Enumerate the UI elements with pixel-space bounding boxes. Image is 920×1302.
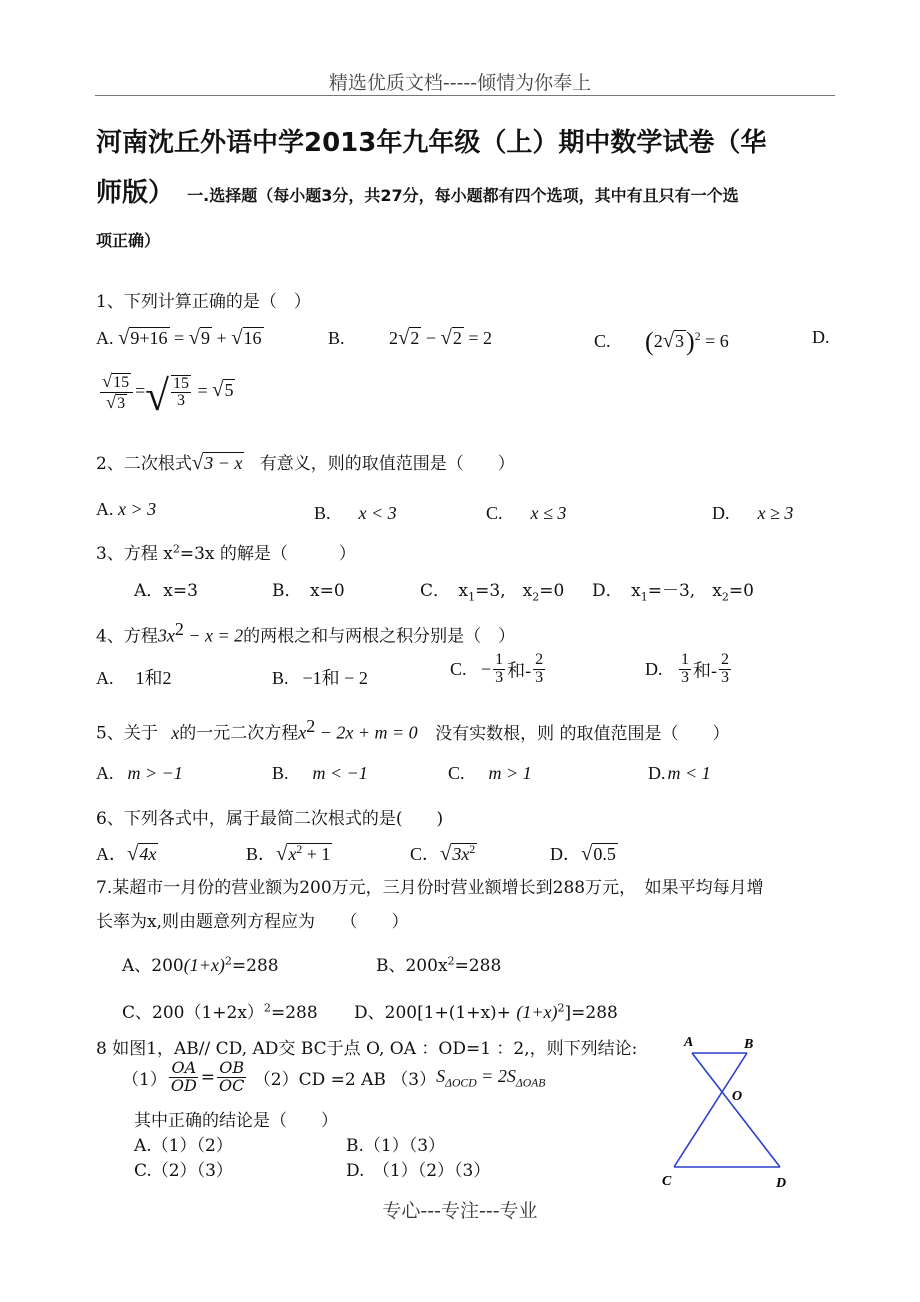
- q5-option-a: A. m > −1: [96, 763, 183, 783]
- point-label-b: B: [744, 1037, 754, 1052]
- q2-option-b: B. x < 3: [314, 503, 397, 523]
- figure-1-diagram: [650, 1030, 800, 1190]
- q3-option-d: D． $x_1=-3$, $x_2=0$: [592, 581, 754, 604]
- sqrt: $√x^2 + 1$: [276, 843, 331, 865]
- sqrt: √3 − x: [191, 452, 243, 474]
- q6-stem: 6、下列各式中，属于最简二次根式的是( ): [96, 809, 444, 829]
- q4-option-a: A. 1和2: [96, 668, 172, 688]
- q2-option-a: A. x > 3: [96, 499, 157, 519]
- q4-stem: 4、方程$3x^2 - x = 2$的两根之和与两根之积分别是（ ）: [96, 619, 516, 647]
- q5-stem: 5、关于 x的一元二次方程$x^2 - 2x + m = 0$ 没有实数根，则 的取值范围是（ ）: [96, 716, 730, 744]
- q5-option-c: C. m > 1: [448, 763, 532, 783]
- q1-option-d: $\frac{√15}{√3}$ =√ $\frac{15}{3}$ = √5: [102, 371, 234, 421]
- q7-option-b: B、$200x^2=288$: [376, 954, 502, 976]
- q3-stem: 3、方程 $x^2=3x$ 的解是（ ）: [96, 542, 356, 564]
- q2-stem: 2、二次根式√3 − x 有意义，则的取值范围是（ ）: [96, 452, 515, 474]
- q5-option-d: D. m < 1: [648, 763, 711, 783]
- fraction: $\frac{1}{3}$: [495, 651, 504, 686]
- q1-option-b: B. 2√2 − √2 = 2: [328, 327, 493, 349]
- q4-option-b: B. −1和 − 2: [272, 668, 368, 688]
- q8-option-c: C.（2）（3）: [134, 1161, 233, 1181]
- q7-option-c: C、$200(1+2x)^2=288$: [122, 1001, 318, 1023]
- q7-option-d: D、$200[1+(1+x)+ (1+x)^2]=288$: [354, 1001, 618, 1023]
- point-label-c: C: [662, 1174, 672, 1189]
- q6-option-a: A．√4x: [96, 843, 157, 865]
- q8-ask: 其中正确的结论是（ ）: [134, 1111, 338, 1131]
- q7-option-a: A、$200(1+x)^2=288$: [122, 954, 279, 976]
- fraction: $\frac{OB}{OC}$: [219, 1058, 245, 1095]
- fraction: $\frac{2}{3}$: [721, 651, 729, 686]
- q6-option-d: D．√0.5: [550, 843, 616, 865]
- sqrt: √4x: [127, 843, 157, 865]
- q4-option-c: C. − $\frac{1}{3}$ 和- $\frac{2}{3}$: [450, 651, 544, 686]
- q5-option-b: B. m < −1: [272, 763, 368, 783]
- fraction: $\frac{2}{3}$: [535, 651, 544, 686]
- q8-option-b: B.（1）（3）: [346, 1136, 446, 1156]
- q6-option-c: C．$√3x^2$: [410, 843, 476, 865]
- q8-stem: 8 如图1，AB// CD, AD交 BC于点 O, OA ：OD=1 ：2,，则下列结论:: [96, 1039, 638, 1059]
- exam-title-line1: 河南沈丘外语中学2013年九年级（上）期中数学试卷（华: [96, 128, 767, 158]
- fraction: $\frac{1}{3}$: [681, 651, 689, 686]
- q6-option-b: B．$√x^2 + 1$: [246, 843, 331, 865]
- sqrt: √ $\frac{15}{3}$: [145, 373, 189, 421]
- point-label-a: A: [684, 1035, 694, 1050]
- q1-option-c: C. $(2√3)^2 = 6$: [594, 327, 729, 356]
- q3-option-c: C． $x_1=3$, $x_2=0$: [420, 581, 565, 604]
- q7-stem-line2: 长率为x,则由题意列方程应为 （ ）: [96, 912, 409, 932]
- header-divider: [95, 95, 835, 96]
- point-label-o: O: [732, 1089, 743, 1104]
- q2-option-c: C. x ≤ 3: [486, 503, 567, 523]
- sqrt: $√3x^2$: [440, 843, 476, 865]
- sqrt: √3: [662, 330, 685, 352]
- exam-title-line2: 师版）: [96, 178, 175, 208]
- q2-option-d: D. x ≥ 3: [712, 503, 794, 523]
- q8-option-d: D. （1）（2）（3）: [346, 1161, 491, 1181]
- q8-statements: （1） $\frac{OA}{OD}$ = $\frac{OB}{OC}$ （2）CD =2 AB $(3)S_{\Delta OCD} = 2S_{\Delta OAB}$: [122, 1058, 546, 1095]
- sqrt: √9+16: [118, 327, 168, 349]
- page-footer: 专心---专注---专业: [382, 1200, 538, 1222]
- q8-option-a: A.（1）（2）: [134, 1136, 233, 1156]
- q3-option-b: B． x=0: [272, 581, 345, 601]
- figure-lines: [674, 1053, 780, 1167]
- section-intro-cont: 项正确）: [96, 231, 161, 250]
- sqrt: √16: [231, 327, 262, 349]
- title-line2-row: [96, 172, 739, 209]
- sqrt: √9: [188, 327, 211, 349]
- fraction: $\frac{OA}{OD}$: [170, 1058, 197, 1095]
- q3-option-a: A．x=3: [134, 581, 198, 601]
- q4-option-d: D. $\frac{1}{3}$ 和- $\frac{2}{3}$: [645, 651, 729, 686]
- q7-stem-line1: 7.某超市一月份的营业额为200万元，三月份时营业额增长到288万元， 如果平均每月增: [96, 878, 764, 898]
- sqrt: √0.5: [581, 843, 616, 865]
- fraction: $\frac{√15}{√3}$: [100, 372, 133, 413]
- q1-stem: 1、下列计算正确的是（ ）: [96, 292, 311, 312]
- page-header: 精选优质文档-----倾情为你奉上: [328, 72, 592, 94]
- section-intro: 一.选择题（每小题3分，共27分，每小题都有四个选项，其中有且只有一个选: [187, 186, 739, 205]
- sqrt: √2: [440, 327, 462, 349]
- sqrt: √2: [398, 327, 420, 349]
- sqrt: √5: [212, 379, 234, 402]
- q1-option-d-label: D.: [812, 327, 830, 347]
- q1-option-a: A. √9+16 = √9 + √16: [96, 327, 262, 349]
- point-label-d: D: [776, 1176, 787, 1190]
